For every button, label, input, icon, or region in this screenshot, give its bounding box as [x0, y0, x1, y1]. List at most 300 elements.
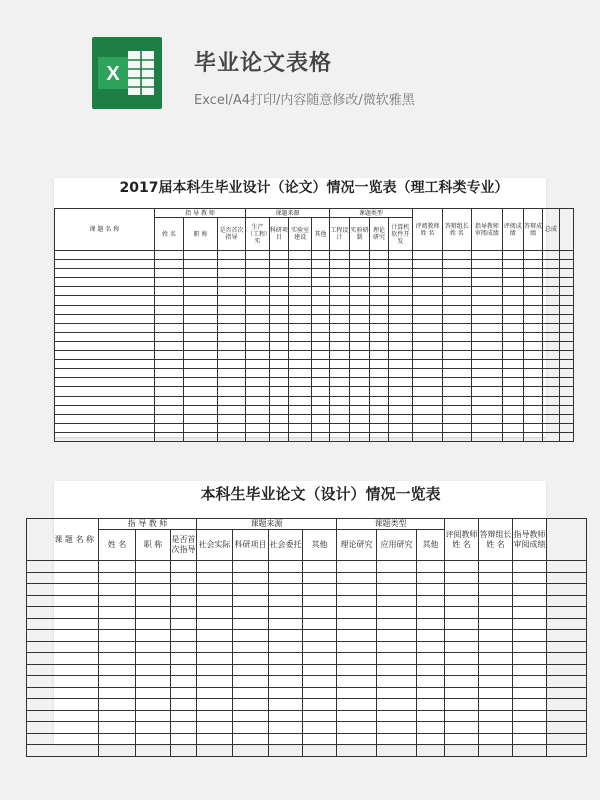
- table-cell: [154, 423, 184, 432]
- table-cell: [154, 296, 184, 305]
- table-cell: [413, 423, 443, 432]
- table-cell: [543, 314, 559, 323]
- table-cell: [246, 432, 269, 441]
- table-cell: [99, 733, 136, 745]
- table-row: [55, 305, 574, 314]
- table-cell: [288, 278, 311, 287]
- table-row: [27, 722, 587, 734]
- table-cell: [329, 296, 349, 305]
- table-cell: [246, 278, 269, 287]
- table-cell: [547, 641, 587, 653]
- sheet-preview-2: [54, 481, 546, 744]
- table-cell: [388, 278, 412, 287]
- table-cell: [417, 630, 445, 642]
- table-cell: [559, 432, 573, 441]
- table-cell: [303, 572, 337, 584]
- table-cell: [288, 341, 311, 350]
- table-cell: [513, 561, 547, 573]
- table-cell: [184, 423, 218, 432]
- table-cell: [547, 561, 587, 573]
- table-row: [55, 287, 574, 296]
- table-cell: [523, 423, 542, 432]
- table-cell: [303, 607, 337, 619]
- table-cell: [154, 351, 184, 360]
- col-type-eng: 工程设计: [329, 218, 349, 251]
- table-cell: [502, 378, 523, 387]
- table-cell: [388, 387, 412, 396]
- table-cell: [329, 369, 349, 378]
- col-topic-name: 课 题 名 称: [55, 209, 155, 251]
- table-cell: [370, 405, 388, 414]
- table-cell: [136, 630, 171, 642]
- table-cell: [246, 360, 269, 369]
- col-topic-name: 课 题 名 称: [27, 519, 99, 561]
- table-cell: [233, 584, 269, 596]
- table-cell: [303, 584, 337, 596]
- table-cell: [445, 618, 479, 630]
- group-advisor: 指 导 教 师: [154, 209, 246, 218]
- table-cell: [377, 607, 417, 619]
- table-cell: [523, 305, 542, 314]
- table-cell: [523, 405, 542, 414]
- table-cell: [559, 251, 573, 260]
- table-cell: [197, 584, 233, 596]
- table-cell: [99, 745, 136, 757]
- table-cell: [269, 641, 303, 653]
- page-subtitle: Excel/A4打印/内容随意修改/微软雅黑: [194, 93, 415, 108]
- table-cell: [388, 423, 412, 432]
- table-cell: [337, 618, 377, 630]
- table-cell: [136, 572, 171, 584]
- table-cell: [154, 387, 184, 396]
- table-cell: [377, 618, 417, 630]
- table-cell: [388, 287, 412, 296]
- table-cell: [154, 360, 184, 369]
- table-cell: [413, 351, 443, 360]
- table-row: [55, 314, 574, 323]
- table-cell: [350, 432, 370, 441]
- table-cell: [472, 351, 503, 360]
- col-advisor-rank: 职 称: [136, 530, 171, 561]
- col-defense-leader: 答辩组长姓 名: [479, 519, 513, 561]
- table-cell: [547, 584, 587, 596]
- table-cell: [269, 260, 288, 269]
- table-cell: [377, 745, 417, 757]
- table-row: [55, 423, 574, 432]
- col-type-applied: 应用研究: [377, 530, 417, 561]
- table-cell: [303, 710, 337, 722]
- table-cell: [350, 396, 370, 405]
- table-cell: [543, 305, 559, 314]
- table-cell: [269, 332, 288, 341]
- table-cell: [388, 360, 412, 369]
- table-cell: [269, 699, 303, 711]
- table-cell: [388, 314, 412, 323]
- table-cell: [55, 387, 155, 396]
- table-cell: [99, 561, 136, 573]
- table-cell: [442, 260, 472, 269]
- table-cell: [171, 618, 197, 630]
- table-cell: [55, 287, 155, 296]
- table-row: [27, 630, 587, 642]
- table-cell: [55, 251, 155, 260]
- table-cell: [27, 607, 99, 619]
- col-advisor-name: 姓 名: [154, 218, 184, 251]
- table-cell: [445, 722, 479, 734]
- table-cell: [543, 432, 559, 441]
- table-cell: [217, 332, 245, 341]
- table-cell: [197, 733, 233, 745]
- table-cell: [445, 607, 479, 619]
- table-cell: [303, 653, 337, 665]
- table-cell: [154, 269, 184, 278]
- table-cell: [479, 699, 513, 711]
- table-cell: [547, 733, 587, 745]
- table-cell: [417, 653, 445, 665]
- table-cell: [337, 607, 377, 619]
- table-cell: [27, 722, 99, 734]
- table-cell: [559, 287, 573, 296]
- table-cell: [413, 378, 443, 387]
- table-cell: [543, 405, 559, 414]
- table-cell: [513, 641, 547, 653]
- table-cell: [442, 405, 472, 414]
- table-cell: [350, 269, 370, 278]
- table-cell: [217, 314, 245, 323]
- table-cell: [547, 630, 587, 642]
- table-cell: [523, 396, 542, 405]
- table-cell: [559, 396, 573, 405]
- table-cell: [55, 296, 155, 305]
- table-cell: [233, 745, 269, 757]
- table-cell: [337, 595, 377, 607]
- table-cell: [370, 414, 388, 423]
- table-row: [55, 260, 574, 269]
- table-cell: [184, 269, 218, 278]
- table-cell: [417, 733, 445, 745]
- table-cell: [288, 314, 311, 323]
- table-cell: [417, 745, 445, 757]
- table-cell: [479, 676, 513, 688]
- table-cell: [479, 733, 513, 745]
- table-cell: [288, 387, 311, 396]
- table-cell: [269, 351, 288, 360]
- col-type-other: 其他: [417, 530, 445, 561]
- table-cell: [523, 269, 542, 278]
- table-cell: [99, 607, 136, 619]
- table-cell: [445, 641, 479, 653]
- table-cell: [246, 287, 269, 296]
- table-cell: [377, 653, 417, 665]
- table-row: [55, 323, 574, 332]
- table-cell: [370, 296, 388, 305]
- table-cell: [312, 260, 329, 269]
- table-row: [55, 341, 574, 350]
- table-cell: [417, 618, 445, 630]
- table-cell: [543, 414, 559, 423]
- table-cell: [350, 405, 370, 414]
- table-cell: [312, 323, 329, 332]
- table-cell: [547, 653, 587, 665]
- table-cell: [479, 722, 513, 734]
- table-cell: [55, 432, 155, 441]
- table-cell: [288, 287, 311, 296]
- table-cell: [543, 251, 559, 260]
- table-cell: [312, 423, 329, 432]
- table-cell: [370, 314, 388, 323]
- table-cell: [217, 360, 245, 369]
- table-cell: [442, 332, 472, 341]
- table-cell: [388, 260, 412, 269]
- table-cell: [269, 432, 288, 441]
- table-cell: [513, 572, 547, 584]
- table-cell: [523, 432, 542, 441]
- table-cell: [513, 595, 547, 607]
- table-cell: [513, 687, 547, 699]
- table-cell: [513, 584, 547, 596]
- table-row: [27, 653, 587, 665]
- table-cell: [479, 572, 513, 584]
- table-cell: [288, 305, 311, 314]
- table-cell: [547, 710, 587, 722]
- table-cell: [136, 641, 171, 653]
- table-cell: [559, 369, 573, 378]
- table-cell: [217, 396, 245, 405]
- table-cell: [350, 305, 370, 314]
- table-cell: [171, 561, 197, 573]
- table-cell: [99, 687, 136, 699]
- table-cell: [377, 595, 417, 607]
- table-cell: [337, 722, 377, 734]
- table-cell: [350, 414, 370, 423]
- table-cell: [99, 641, 136, 653]
- table-row: [27, 676, 587, 688]
- table-cell: [502, 387, 523, 396]
- table-cell: [472, 423, 503, 432]
- table-cell: [559, 405, 573, 414]
- table-cell: [154, 396, 184, 405]
- table-cell: [388, 432, 412, 441]
- table-cell: [413, 260, 443, 269]
- table-cell: [233, 699, 269, 711]
- table-cell: [442, 341, 472, 350]
- table-cell: [99, 653, 136, 665]
- table-cell: [27, 710, 99, 722]
- table-cell: [417, 561, 445, 573]
- table-cell: [303, 733, 337, 745]
- group-type: 课题类型: [329, 209, 412, 218]
- table-cell: [502, 341, 523, 350]
- table-cell: [388, 396, 412, 405]
- excel-logo-icon: [92, 37, 162, 109]
- table-cell: [312, 314, 329, 323]
- table-cell: [184, 305, 218, 314]
- col-advisor-rank: 职 称: [184, 218, 218, 251]
- table-row: [27, 745, 587, 757]
- table-cell: [543, 378, 559, 387]
- col-advisor-score: 指导教师审阅成绩: [513, 519, 547, 561]
- table-cell: [502, 405, 523, 414]
- table-cell: [543, 278, 559, 287]
- table-cell: [445, 584, 479, 596]
- table-cell: [377, 722, 417, 734]
- table-cell: [197, 595, 233, 607]
- col-src-other: 其他: [303, 530, 337, 561]
- table-cell: [413, 396, 443, 405]
- table-row: [55, 360, 574, 369]
- table-cell: [329, 414, 349, 423]
- table-cell: [171, 745, 197, 757]
- table-cell: [246, 323, 269, 332]
- table-row: [55, 251, 574, 260]
- table-cell: [329, 332, 349, 341]
- table-cell: [442, 432, 472, 441]
- table-cell: [388, 378, 412, 387]
- table-row: [27, 584, 587, 596]
- col-defense-score: 答辩成绩: [523, 209, 542, 251]
- table-cell: [154, 432, 184, 441]
- table-cell: [217, 287, 245, 296]
- table-cell: [171, 584, 197, 596]
- table-cell: [233, 687, 269, 699]
- table-cell: [472, 341, 503, 350]
- table-cell: [513, 618, 547, 630]
- table-row: [27, 607, 587, 619]
- table-cell: [547, 687, 587, 699]
- table-cell: [350, 332, 370, 341]
- table-cell: [246, 423, 269, 432]
- table-cell: [99, 572, 136, 584]
- table-cell: [442, 287, 472, 296]
- table-cell: [197, 710, 233, 722]
- table-cell: [350, 278, 370, 287]
- table-cell: [184, 341, 218, 350]
- table-cell: [513, 745, 547, 757]
- table-row: [27, 561, 587, 573]
- table-cell: [337, 710, 377, 722]
- table-cell: [312, 305, 329, 314]
- table-cell: [136, 699, 171, 711]
- table-cell: [337, 641, 377, 653]
- table-cell: [217, 351, 245, 360]
- table-cell: [27, 641, 99, 653]
- table-cell: [136, 618, 171, 630]
- table-row: [27, 618, 587, 630]
- table-cell: [269, 251, 288, 260]
- table-cell: [269, 387, 288, 396]
- table-cell: [246, 341, 269, 350]
- table-cell: [413, 251, 443, 260]
- table-row: [27, 595, 587, 607]
- table-cell: [269, 369, 288, 378]
- table-cell: [442, 396, 472, 405]
- table-cell: [445, 561, 479, 573]
- table-row: [55, 332, 574, 341]
- group-source: 课题来源: [246, 209, 329, 218]
- table-cell: [502, 432, 523, 441]
- table-cell: [350, 423, 370, 432]
- table-cell: [502, 332, 523, 341]
- table-cell: [337, 676, 377, 688]
- table-cell: [350, 296, 370, 305]
- table-cell: [417, 699, 445, 711]
- table-cell: [269, 378, 288, 387]
- table-cell: [442, 278, 472, 287]
- table-cell: [136, 664, 171, 676]
- table-cell: [445, 630, 479, 642]
- table-cell: [445, 745, 479, 757]
- table-cell: [217, 378, 245, 387]
- table-cell: [269, 296, 288, 305]
- table-cell: [442, 423, 472, 432]
- table-cell: [502, 323, 523, 332]
- table-cell: [184, 360, 218, 369]
- table-cell: [197, 687, 233, 699]
- table-cell: [413, 314, 443, 323]
- table-cell: [136, 722, 171, 734]
- table-cell: [337, 630, 377, 642]
- table-cell: [288, 432, 311, 441]
- table-row: [55, 405, 574, 414]
- table-cell: [559, 378, 573, 387]
- table-cell: [312, 396, 329, 405]
- table-cell: [513, 607, 547, 619]
- table-cell: [154, 378, 184, 387]
- table-cell: [171, 572, 197, 584]
- table-cell: [350, 351, 370, 360]
- table-cell: [99, 710, 136, 722]
- table-cell: [388, 341, 412, 350]
- table-cell: [388, 269, 412, 278]
- table-cell: [288, 351, 311, 360]
- table-cell: [472, 405, 503, 414]
- table-cell: [184, 369, 218, 378]
- table-cell: [337, 745, 377, 757]
- table-cell: [442, 414, 472, 423]
- table-cell: [269, 630, 303, 642]
- table-cell: [370, 360, 388, 369]
- table-cell: [55, 360, 155, 369]
- table-cell: [502, 369, 523, 378]
- table-cell: [329, 396, 349, 405]
- table-cell: [413, 432, 443, 441]
- col-defense-leader: 答辩组长姓 名: [442, 209, 472, 251]
- table-cell: [417, 676, 445, 688]
- table-cell: [523, 332, 542, 341]
- table-cell: [233, 733, 269, 745]
- table-cell: [303, 687, 337, 699]
- table-cell: [445, 687, 479, 699]
- table-cell: [479, 687, 513, 699]
- table-cell: [246, 414, 269, 423]
- table-cell: [269, 287, 288, 296]
- table-cell: [370, 378, 388, 387]
- table-cell: [312, 369, 329, 378]
- table-cell: [246, 305, 269, 314]
- thesis-table-general: [26, 481, 587, 757]
- table-cell: [55, 423, 155, 432]
- table-cell: [513, 664, 547, 676]
- table-cell: [171, 733, 197, 745]
- table-cell: [502, 251, 523, 260]
- table-cell: [233, 676, 269, 688]
- table-cell: [197, 653, 233, 665]
- table-row: [27, 641, 587, 653]
- table-cell: [413, 369, 443, 378]
- table-cell: [217, 414, 245, 423]
- table-cell: [184, 405, 218, 414]
- table-cell: [513, 699, 547, 711]
